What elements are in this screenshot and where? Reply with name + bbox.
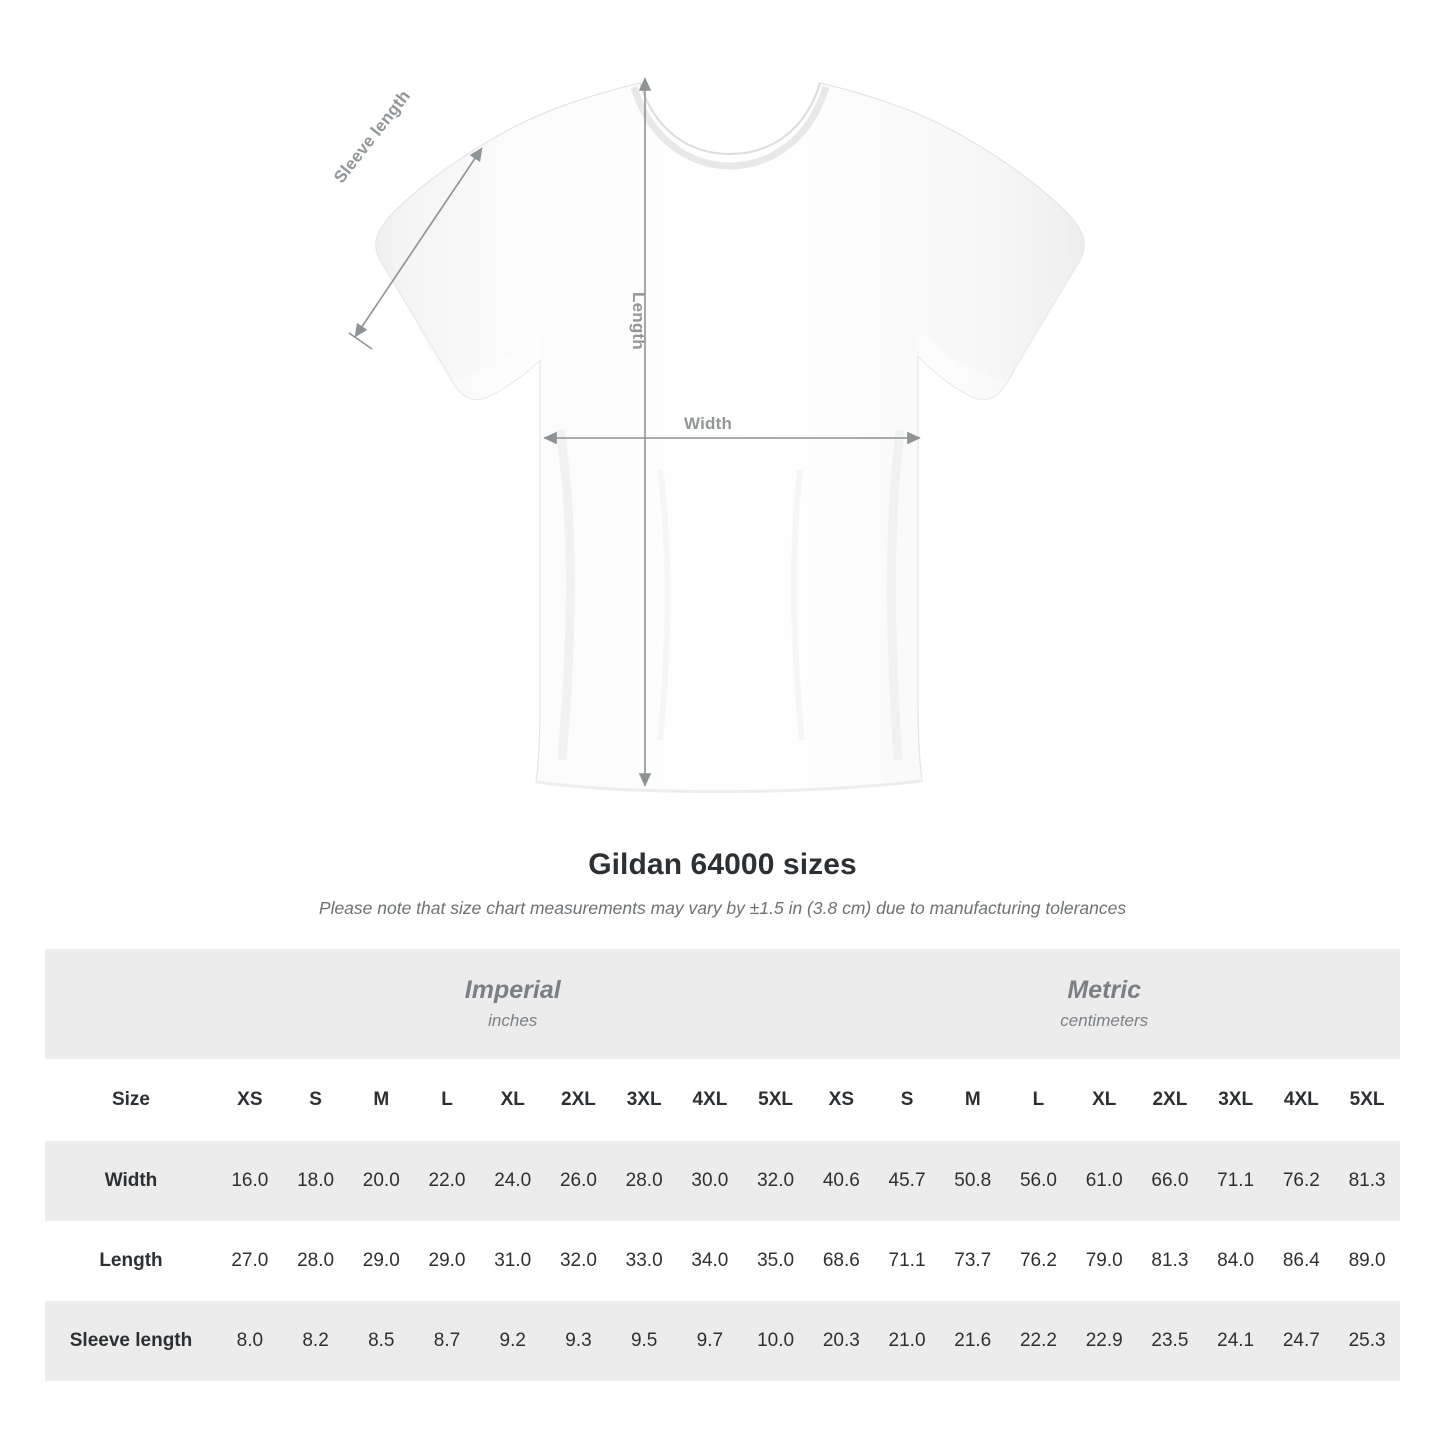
size-col-metric-s: S xyxy=(874,1059,940,1141)
cell-length-imperial-l: 29.0 xyxy=(414,1221,480,1301)
cell-sleeve-imperial-l: 8.7 xyxy=(414,1301,480,1381)
cell-sleeve-imperial-5xl: 10.0 xyxy=(743,1301,809,1381)
cell-sleeve-metric-m: 21.6 xyxy=(940,1301,1006,1381)
size-col-imperial-5xl: 5XL xyxy=(743,1059,809,1141)
size-col-imperial-2xl: 2XL xyxy=(546,1059,612,1141)
cell-length-metric-3xl: 84.0 xyxy=(1203,1221,1269,1301)
size-header-row xyxy=(45,1059,1400,1141)
size-col-imperial-4xl: 4XL xyxy=(677,1059,743,1141)
cell-length-imperial-xl: 31.0 xyxy=(480,1221,546,1301)
row-label-width: Width xyxy=(45,1141,217,1221)
cell-sleeve-metric-2xl: 23.5 xyxy=(1137,1301,1203,1381)
cell-length-imperial-m: 29.0 xyxy=(348,1221,414,1301)
width-label: Width xyxy=(684,414,733,433)
unit-group-metric xyxy=(808,949,1400,1059)
cell-sleeve-imperial-xl: 9.2 xyxy=(480,1301,546,1381)
cell-length-metric-l: 76.2 xyxy=(1006,1221,1072,1301)
cell-sleeve-metric-4xl: 24.7 xyxy=(1269,1301,1335,1381)
cell-sleeve-imperial-2xl: 9.3 xyxy=(546,1301,612,1381)
cell-length-metric-xl: 79.0 xyxy=(1071,1221,1137,1301)
cell-width-imperial-l: 22.0 xyxy=(414,1141,480,1221)
cell-width-metric-xl: 61.0 xyxy=(1071,1141,1137,1221)
size-col-metric-l: L xyxy=(1006,1059,1072,1141)
row-header-size: Size xyxy=(45,1059,217,1141)
size-col-metric-m: M xyxy=(940,1059,1006,1141)
cell-length-imperial-3xl: 33.0 xyxy=(611,1221,677,1301)
cell-width-imperial-m: 20.0 xyxy=(348,1141,414,1221)
cell-width-metric-m: 50.8 xyxy=(940,1141,1006,1221)
page-title: Gildan 64000 sizes xyxy=(588,848,857,881)
cell-length-imperial-s: 28.0 xyxy=(283,1221,349,1301)
cell-length-metric-m: 73.7 xyxy=(940,1221,1006,1301)
unit-system-label: Imperial xyxy=(464,976,561,1005)
cell-width-metric-4xl: 76.2 xyxy=(1269,1141,1335,1221)
size-col-metric-4xl: 4XL xyxy=(1269,1059,1335,1141)
cell-width-metric-s: 45.7 xyxy=(874,1141,940,1221)
size-col-metric-xl: XL xyxy=(1071,1059,1137,1141)
unit-header-spacer xyxy=(45,949,217,1059)
size-col-imperial-xs: XS xyxy=(217,1059,283,1141)
tolerance-note: Please note that size chart measurements may vary by ±1.5 in (3.8 cm) due to manufacturing tolerances xyxy=(318,898,1127,918)
cell-length-metric-2xl: 81.3 xyxy=(1137,1221,1203,1301)
cell-length-metric-s: 71.1 xyxy=(874,1221,940,1301)
row-label-sleeve-length: Sleeve length xyxy=(45,1301,217,1381)
cell-sleeve-imperial-m: 8.5 xyxy=(348,1301,414,1381)
title-block xyxy=(0,848,1445,919)
cell-length-imperial-5xl: 35.0 xyxy=(743,1221,809,1301)
cell-sleeve-metric-xs: 20.3 xyxy=(808,1301,874,1381)
size-col-metric-xs: XS xyxy=(808,1059,874,1141)
cell-length-metric-5xl: 89.0 xyxy=(1334,1221,1400,1301)
cell-width-metric-3xl: 71.1 xyxy=(1203,1141,1269,1221)
cell-width-imperial-s: 18.0 xyxy=(283,1141,349,1221)
cell-sleeve-metric-l: 22.2 xyxy=(1006,1301,1072,1381)
cell-sleeve-imperial-xs: 8.0 xyxy=(217,1301,283,1381)
cell-length-imperial-4xl: 34.0 xyxy=(677,1221,743,1301)
cell-sleeve-metric-5xl: 25.3 xyxy=(1334,1301,1400,1381)
cell-sleeve-metric-xl: 22.9 xyxy=(1071,1301,1137,1381)
sleeve-dimension-tick xyxy=(349,333,372,349)
unit-header-row xyxy=(45,949,1400,1059)
cell-width-imperial-4xl: 30.0 xyxy=(677,1141,743,1221)
cell-width-metric-l: 56.0 xyxy=(1006,1141,1072,1221)
cell-sleeve-imperial-3xl: 9.5 xyxy=(611,1301,677,1381)
size-col-imperial-s: S xyxy=(283,1059,349,1141)
cell-width-imperial-5xl: 32.0 xyxy=(743,1141,809,1221)
unit-group-imperial xyxy=(217,949,808,1059)
unit-measure-label: inches xyxy=(488,1010,538,1030)
cell-width-metric-xs: 40.6 xyxy=(808,1141,874,1221)
size-col-metric-5xl: 5XL xyxy=(1334,1059,1400,1141)
size-chart-table xyxy=(45,949,1400,1381)
sleeve-length-label: Sleeve length xyxy=(330,86,415,187)
size-col-imperial-l: L xyxy=(414,1059,480,1141)
cell-width-imperial-xs: 16.0 xyxy=(217,1141,283,1221)
cell-sleeve-imperial-4xl: 9.7 xyxy=(677,1301,743,1381)
size-col-metric-2xl: 2XL xyxy=(1137,1059,1203,1141)
cell-width-imperial-2xl: 26.0 xyxy=(546,1141,612,1221)
row-label-length: Length xyxy=(45,1221,217,1301)
cell-sleeve-metric-3xl: 24.1 xyxy=(1203,1301,1269,1381)
size-col-imperial-xl: XL xyxy=(480,1059,546,1141)
size-col-imperial-m: M xyxy=(348,1059,414,1141)
cell-width-imperial-xl: 24.0 xyxy=(480,1141,546,1221)
table-row xyxy=(45,1221,1400,1301)
cell-length-metric-xs: 68.6 xyxy=(808,1221,874,1301)
table-row xyxy=(45,1301,1400,1381)
cell-width-imperial-3xl: 28.0 xyxy=(611,1141,677,1221)
cell-length-imperial-xs: 27.0 xyxy=(217,1221,283,1301)
size-col-imperial-3xl: 3XL xyxy=(611,1059,677,1141)
unit-measure-label: centimeters xyxy=(1060,1010,1149,1030)
size-col-metric-3xl: 3XL xyxy=(1203,1059,1269,1141)
length-label: Length xyxy=(629,292,648,350)
table-row xyxy=(45,1141,1400,1221)
cell-width-metric-2xl: 66.0 xyxy=(1137,1141,1203,1221)
cell-length-metric-4xl: 86.4 xyxy=(1269,1221,1335,1301)
cell-length-imperial-2xl: 32.0 xyxy=(546,1221,612,1301)
unit-system-label: Metric xyxy=(1067,976,1142,1005)
size-table-wrap xyxy=(45,949,1400,1381)
cell-sleeve-imperial-s: 8.2 xyxy=(283,1301,349,1381)
cell-sleeve-metric-s: 21.0 xyxy=(874,1301,940,1381)
cell-width-metric-5xl: 81.3 xyxy=(1334,1141,1400,1221)
